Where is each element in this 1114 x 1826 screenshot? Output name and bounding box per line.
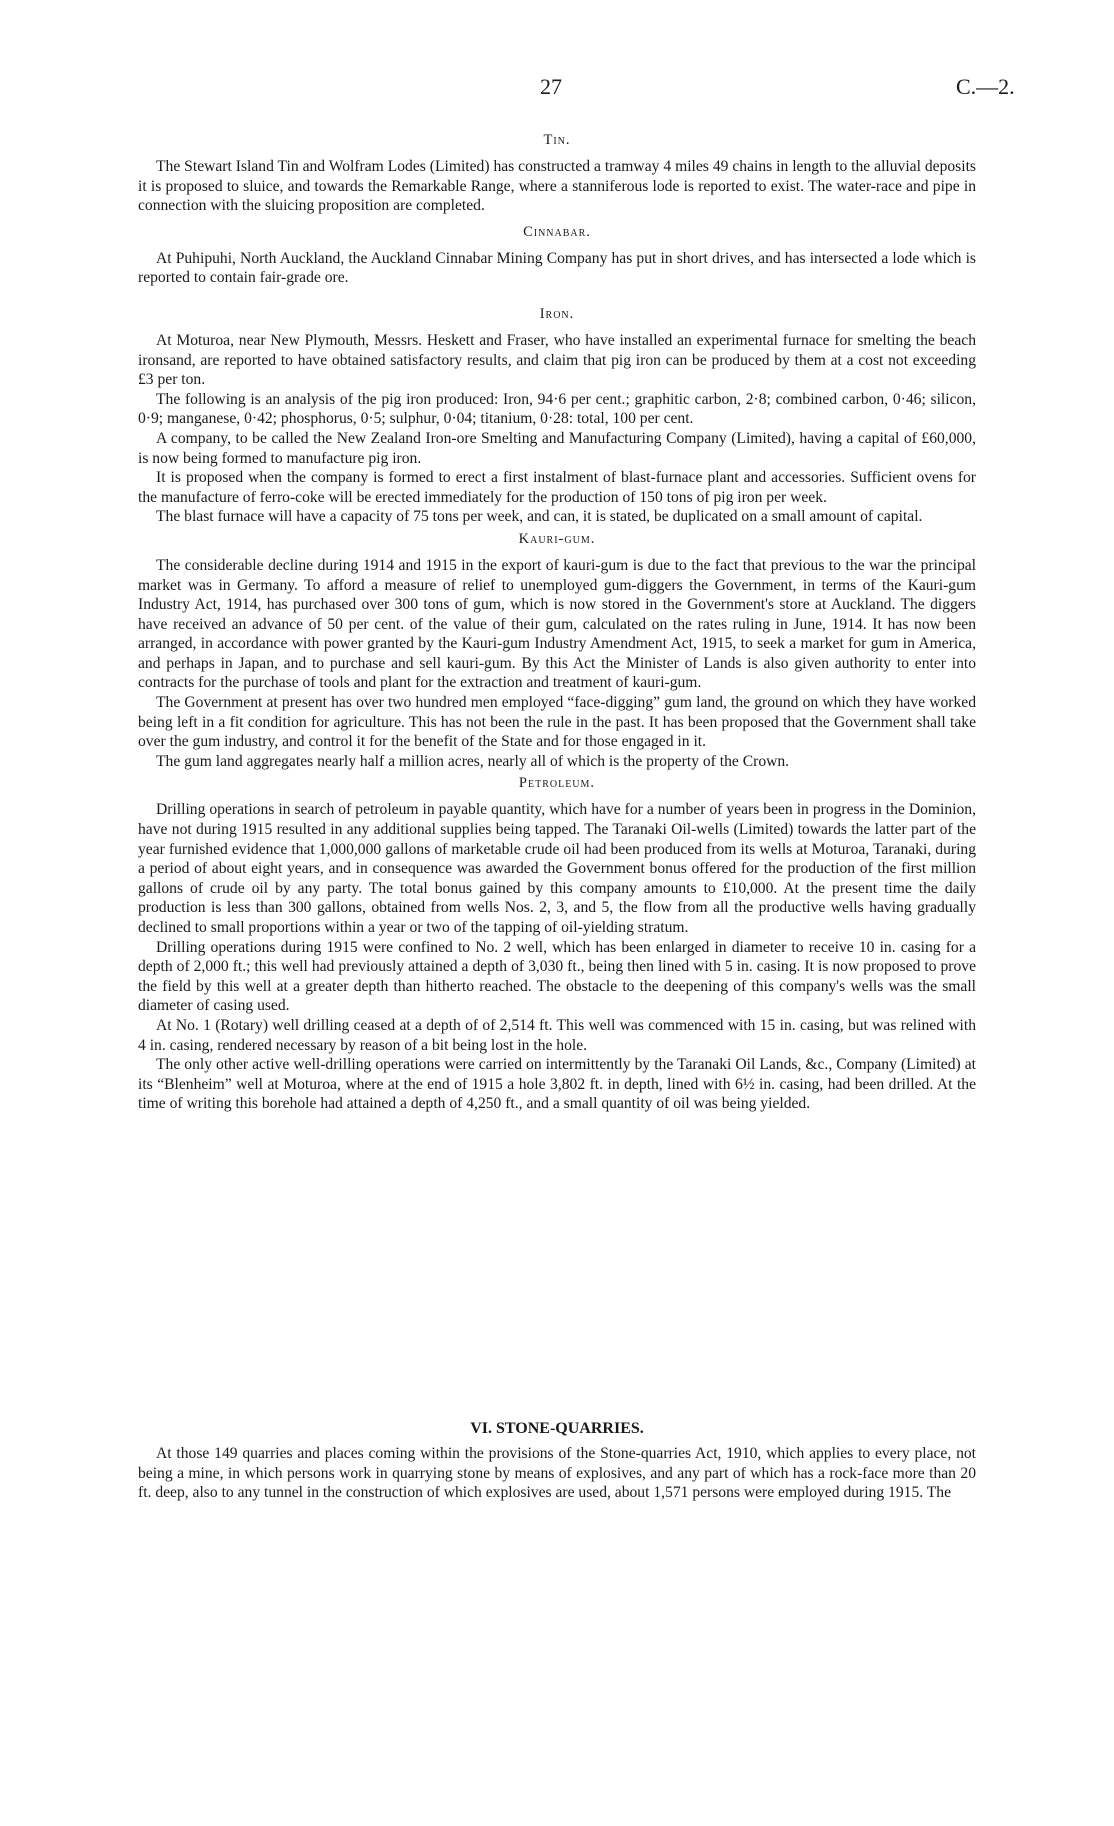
paragraph: Drilling operations in search of petroleum in payable quantity, which have for a number of years been in progress in the Dominion, have not during 1915 resulted in any additional supplies being tapped. The Taranaki Oil-wells (Limited) towards the latter part of the year furnished evidence that 1,000,000 gallons of marketable crude oil had been produced from its wells at Moturoa, Taranaki, during a period of about eight years, and in consequence was awarded the Government bonus offered for the production of the first million gallons of crude oil by any party. The total bonus gained by this company amounts to £10,000. At the present time the daily production is less than 300 gallons, obtained from wells Nos. 2, 3, and 5, the flow from all the productive wells having gradually declined to small proportions within a year or two of the tapping of oil-yielding stratum. (138, 801, 976, 936)
paragraph: A company, to be called the New Zealand Iron-ore Smelting and Manufacturing Company (Limited), having a capital of £60,000, is now being formed to manufacture pig iron. (138, 429, 976, 467)
section-heading: Iron. (539, 305, 575, 322)
section-cinnabar (138, 224, 976, 288)
paragraph: The gum land aggregates nearly half a million acres, nearly all of which is the property of the Crown. (156, 752, 790, 770)
paragraph: The following is an analysis of the pig iron produced: Iron, 94·6 per cent.; graphitic carbon, 2·8; combined carbon, 0·46; silicon, 0·9; manganese, 0·42; phosphorus, 0·5; sulphur, 0·04; titanium, 0·28: total, 100 per cent. (138, 390, 976, 428)
section-heading: Kauri-gum. (518, 530, 596, 547)
report-body (138, 128, 976, 1114)
paragraph: At No. 1 (Rotary) well drilling ceased at a depth of of 2,514 ft. This well was commenced with 15 in. casing, but was relined with 4 in. casing, rendered necessary by reason of a bit being lost in the hole. (138, 1016, 976, 1054)
section-heading: Petroleum. (518, 775, 596, 792)
page-number: 27 (540, 74, 562, 99)
section-stone-quarries (138, 1420, 976, 1503)
paragraph: Drilling operations during 1915 were confined to No. 2 well, which has been enlarged in diameter to receive 10 in. casing for a depth of 2,000 ft.; this well had previously attained a depth of 3,030 ft., being then lined with 5 in. casing. It is now proposed to prove the field by this well at a greater depth than hitherto reached. The obstacle to the deepening of this company's wells was the small diameter of casing used. (138, 938, 976, 1015)
paragraph: The blast furnace will have a capacity of 75 tons per week, and can, it is stated, be duplicated on a small amount of capital. (156, 508, 923, 526)
document-reference: C.—2. (956, 74, 1015, 99)
paragraph: At those 149 quarries and places coming within the provisions of the Stone-quarries Act, 1910, which applies to every place, not being a mine, in which persons work in quarrying stone by means of explosives, and any part of which has a rock-face more than 20 ft. deep, also to any tunnel in the construction of which explosives are used, about 1,571 persons were employed during 1915. The (138, 1445, 976, 1502)
section-iron (138, 306, 976, 527)
chapter-heading: VI. STONE-QUARRIES. (470, 1420, 644, 1437)
paragraph: At Moturoa, near New Plymouth, Messrs. Heskett and Fraser, who have installed an experimental furnace for smelting the beach ironsand, are reported to have obtained satisfactory results, and claim that pig iron can be produced by them at a cost not exceeding £3 per ton. (138, 331, 976, 389)
paragraph: The Government at present has over two hundred men employed “face-digging” gum land, the ground on which they have worked being left in a fit condition for agriculture. This has not been the rule in the past. It has been proposed that the Government shall take over the gum industry, and control it for the benefit of the State and for those engaged in it. (138, 694, 976, 751)
section-tin (138, 132, 976, 216)
paragraph: The Stewart Island Tin and Wolfram Lodes (Limited) has constructed a tramway 4 miles 49 chains in length to the alluvial deposits it is proposed to sluice, and towards the Remarkable Range, where a stanniferous lode is reported to exist. The water-race and pipe in connection with the sluicing proposition are completed. (138, 158, 976, 215)
paragraph: The considerable decline during 1914 and 1915 in the export of kauri-gum is due to the fact that previous to the war the principal market was in Germany. To afford a measure of relief to unemployed gum-diggers the Government, in terms of the Kauri-gum Industry Act, 1914, has purchased over 300 tons of gum, which is now stored in the Government's store at Auckland. The diggers have received an advance of 50 per cent. of the value of their gum, calculated on the rates ruling in June, 1914. It has now been arranged, in accordance with power granted by the Kauri-gum Industry Amendment Act, 1915, to seek a market for gum in America, and perhaps in Japan, and to purchase and sell kauri-gum. By this Act the Minister of Lands is also given authority to enter into contracts for the purchase of tools and plant for the extraction and treatment of kauri-gum. (138, 556, 976, 692)
section-kauri-gum (138, 531, 976, 772)
section-petroleum (138, 775, 976, 1114)
section-heading: Cinnabar. (523, 223, 591, 240)
paragraph: It is proposed when the company is formed to erect a first instalment of blast-furnace plant and accessories. Sufficient ovens for the manufacture of ferro-coke will be erected immediately for the production of 150 tons of pig iron per week. (138, 469, 976, 506)
paragraph: At Puhipuhi, North Auckland, the Auckland Cinnabar Mining Company has put in short drives, and has intersected a lode which is reported to contain fair-grade ore. (138, 249, 976, 287)
paragraph: The only other active well-drilling operations were carried on intermittently by the Taranaki Oil Lands, &c., Company (Limited) at its “Blenheim” well at Moturoa, where at the end of 1915 a hole 3,802 ft. in depth, lined with 6½ in. casing, had been drilled. At the time of writing this borehole had attained a depth of 4,250 ft., and a small quantity of oil was being yielded. (138, 1056, 976, 1113)
section-heading: Tin. (543, 132, 571, 148)
